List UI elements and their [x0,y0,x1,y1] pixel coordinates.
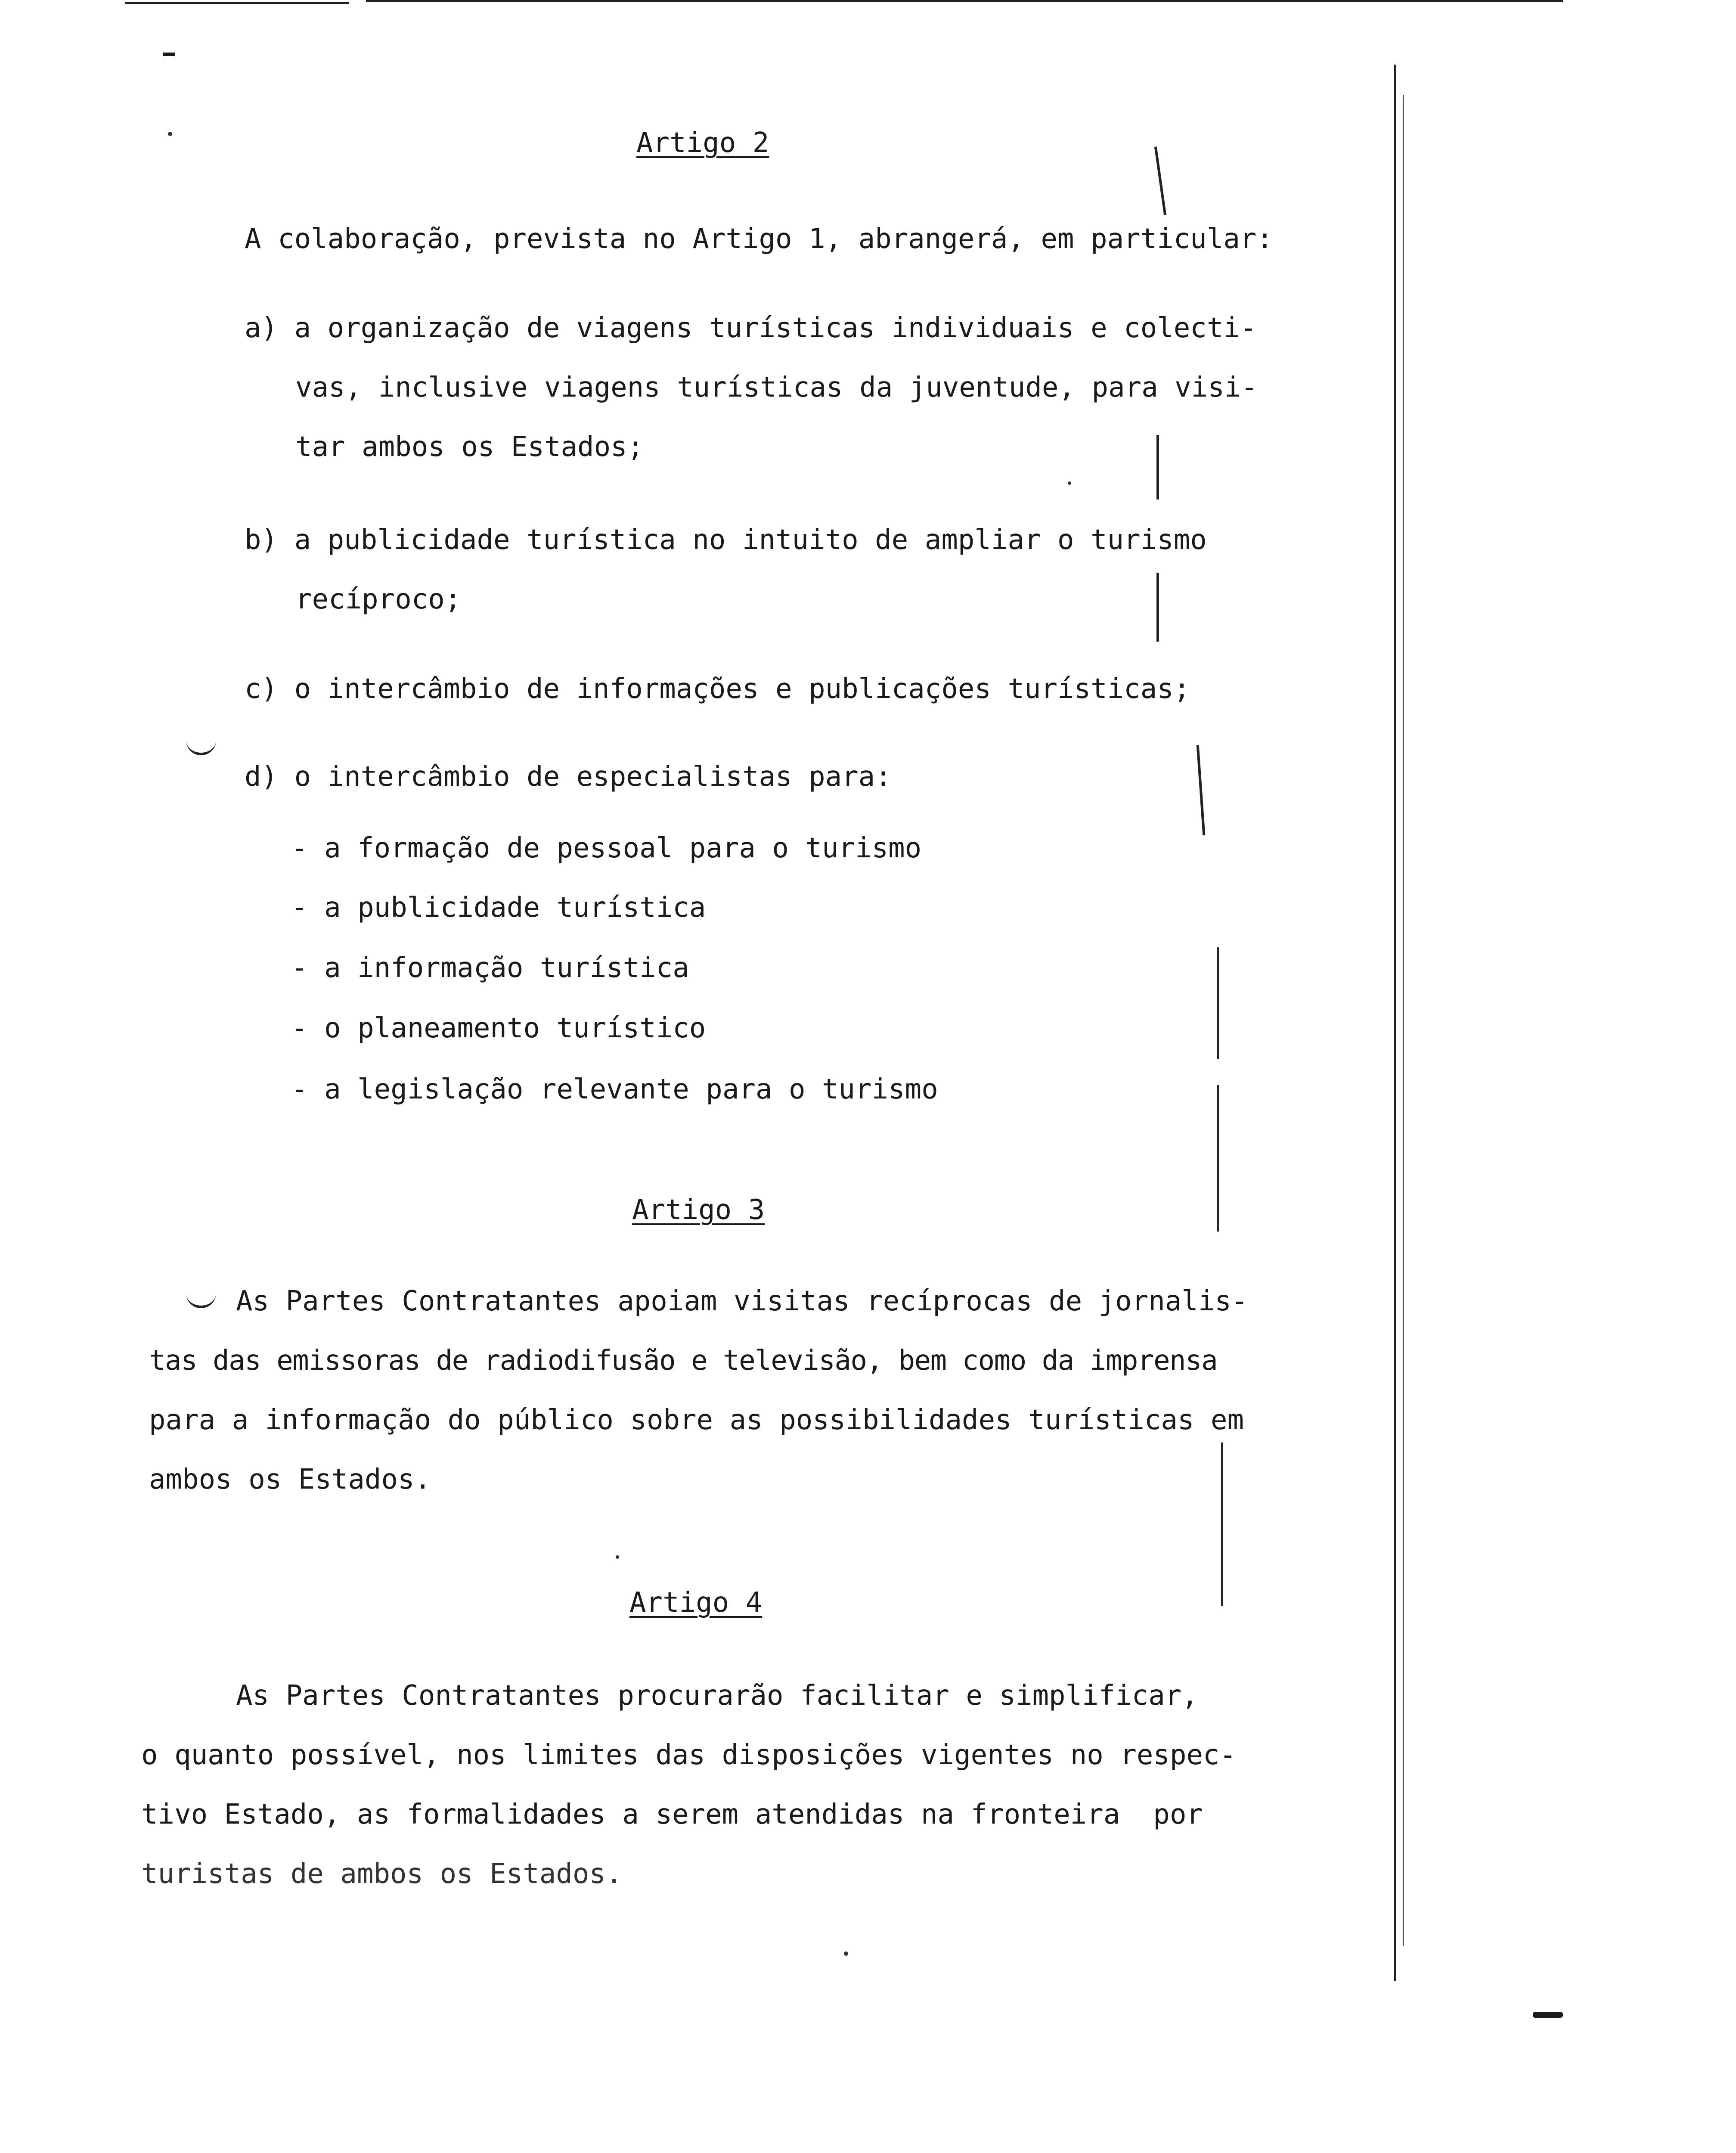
article2-item-a-line3: tar ambos os Estados; [295,431,644,463]
article3-heading: Artigo 3 [632,1194,765,1226]
top-rule-left [125,2,349,4]
article4-line: o quanto possível, nos limites das disposições vigentes no respec- [141,1739,1237,1771]
article2-item-b-line2: recíproco; [295,583,462,615]
article2-sub-item: - a formação de pessoal para o turismo [291,832,922,864]
right-margin-line-2 [1403,95,1404,1946]
article3-line: tas das emissoras de radiodifusão e televisão, bem como da imprensa [149,1345,1218,1377]
article2-item-d: d) o intercâmbio de especialistas para: [245,761,892,793]
article2-intro: A colaboração, prevista no Artigo 1, abrangerá, em particular: [245,223,1273,255]
pen-stroke-2 [1156,435,1159,499]
pen-stroke-1 [1154,146,1166,215]
check-mark-2 [186,1290,216,1308]
article2-sub-item: - o planeamento turístico [291,1012,706,1044]
stray-dot-1 [168,132,172,136]
article3-line: para a informação do público sobre as possibilidades turísticas em [149,1404,1244,1436]
pen-stroke-6 [1217,1085,1219,1232]
article4-heading: Artigo 4 [629,1587,763,1619]
article3-line: ambos os Estados. [149,1464,431,1495]
pen-stroke-4 [1197,745,1206,835]
stray-mark-2 [1533,2012,1563,2018]
stray-mark-1 [163,53,175,56]
article2-sub-item: - a publicidade turística [291,892,706,924]
article2-sub-item: - a legislação relevante para o turismo [291,1073,938,1105]
article4-line: As Partes Contratantes procurarão facilitar e simplificar, [236,1680,1198,1712]
stray-dot-4 [616,1555,619,1559]
article2-item-c: c) o intercâmbio de informações e publicações turísticas; [245,673,1190,705]
stray-dot-3 [1068,481,1071,485]
article2-heading: Artigo 2 [636,127,769,159]
top-rule-right [366,0,1563,2]
article2-sub-item: - a informação turística [291,952,689,984]
pen-stroke-5 [1217,947,1219,1059]
article2-item-a-line1: a) a organização de viagens turísticas individuais e colecti- [245,312,1257,344]
check-mark-1 [186,737,216,755]
pen-stroke-7 [1221,1443,1223,1606]
article4-line: turistas de ambos os Estados. [141,1858,623,1890]
right-margin-line [1394,65,1396,1981]
article3-line: As Partes Contratantes apoiam visitas recíprocas de jornalis- [236,1285,1248,1317]
article4-line: tivo Estado, as formalidades a serem atendidas na fronteira por [141,1799,1203,1830]
pen-stroke-3 [1156,573,1159,642]
stray-dot-2 [844,1951,848,1956]
article2-item-a-line2: vas, inclusive viagens turísticas da juventude, para visi- [295,372,1258,403]
article2-item-b-line1: b) a publicidade turística no intuito de ampliar o turismo [245,524,1207,556]
